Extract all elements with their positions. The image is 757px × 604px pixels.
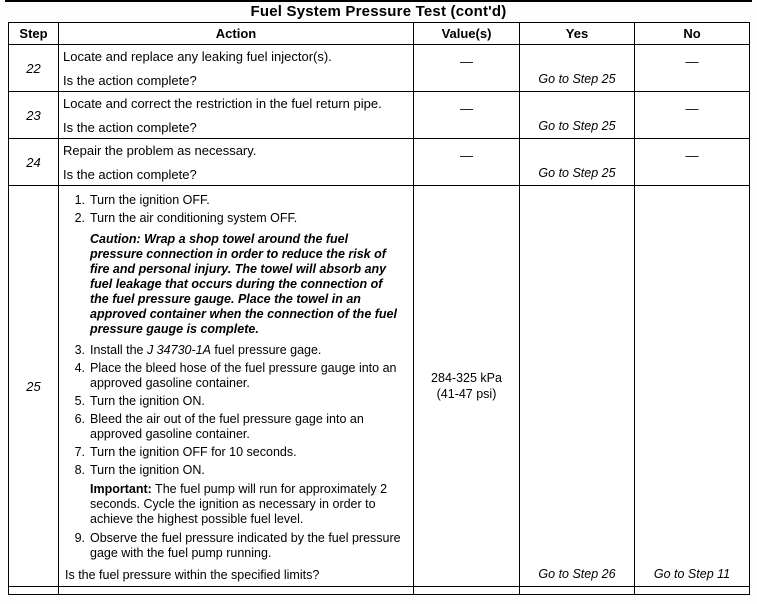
action-text: Repair the problem as necessary. <box>63 143 257 158</box>
header-row <box>9 23 750 45</box>
list-item-4 <box>63 361 407 391</box>
list-text: Turn the ignition ON. <box>90 394 205 408</box>
go-to-step-link: Go to Step 25 <box>538 166 616 180</box>
list-number: 6. <box>74 412 85 426</box>
important-text: The fuel pump will run for approximately 2 seconds. Cycle the ignition as necessary in order to achieve the highest possible fuel level. <box>90 482 388 526</box>
list-number: 9. <box>74 531 85 545</box>
list-number: 7. <box>74 445 85 459</box>
col-header-yes: Yes <box>520 23 635 45</box>
list-item-6 <box>63 412 407 442</box>
col-header-action: Action <box>59 23 414 45</box>
go-to-step-link: Go to Step 25 <box>538 119 616 133</box>
yes-cell <box>520 92 635 139</box>
important-note <box>90 482 403 527</box>
action-question: Is the action complete? <box>63 120 197 135</box>
list-text: Bleed the air out of the fuel pressure gage into an approved gasoline container. <box>90 412 364 441</box>
yes-cell <box>520 45 635 92</box>
step-number: 22 <box>9 45 59 92</box>
list-item-7 <box>63 445 407 460</box>
list-item-2 <box>63 211 407 226</box>
value-line-2: (41-47 psi) <box>436 387 497 401</box>
list-number: 5. <box>74 394 85 408</box>
step-number: 25 <box>9 186 59 587</box>
action-question: Is the action complete? <box>63 73 197 88</box>
go-to-step-link: Go to Step 11 <box>653 567 731 581</box>
value-line-1: 284-325 kPa <box>431 371 502 385</box>
list-item-9 <box>63 531 407 561</box>
list-item-1 <box>63 193 407 208</box>
go-to-step-link: Go to Step 25 <box>538 72 616 86</box>
no-cell: — <box>635 139 750 186</box>
caution-note: Caution: Wrap a shop towel around the fuel pressure connection in order to reduce the risk of fire and personal injury. The towel will absorb any fuel leakage that occurs during the connection of the fuel pressure gauge. Place the towel in an approved container when the connection of the fuel pressure gauge is complete. <box>90 232 397 336</box>
action-cell <box>59 92 414 139</box>
table-row-step-22 <box>9 45 750 92</box>
action-text: Locate and correct the restriction in the fuel return pipe. <box>63 96 382 111</box>
list-text-post: fuel pressure gage. <box>210 343 322 357</box>
tool-part-number: J 34730-1A <box>146 343 211 357</box>
table-row-step-23 <box>9 92 750 139</box>
action-cell <box>59 139 414 186</box>
action-cell <box>59 186 414 587</box>
action-question: Is the action complete? <box>63 167 197 182</box>
no-cell <box>635 186 750 587</box>
value-cell <box>414 186 520 587</box>
list-text: Observe the fuel pressure indicated by the fuel pressure gage with the fuel pump running. <box>90 531 401 560</box>
no-cell: — <box>635 92 750 139</box>
table-row-step-24 <box>9 139 750 186</box>
yes-cell <box>520 139 635 186</box>
action-cell <box>59 45 414 92</box>
list-item-8 <box>63 463 407 478</box>
action-question: Is the fuel pressure within the specified limits? <box>65 568 320 582</box>
yes-cell <box>520 186 635 587</box>
list-number: 8. <box>74 463 85 477</box>
list-text-pre: Install the <box>90 343 147 357</box>
list-text: Turn the ignition OFF. <box>90 193 210 207</box>
value-cell: — <box>414 45 520 92</box>
important-label: Important: <box>90 482 152 496</box>
partial-next-row <box>9 587 750 595</box>
go-to-step-link: Go to Step 26 <box>538 567 616 581</box>
list-text: Turn the ignition ON. <box>90 463 205 477</box>
step-number: 23 <box>9 92 59 139</box>
list-number: 2. <box>74 211 85 225</box>
list-number: 4. <box>74 361 85 375</box>
col-header-values: Value(s) <box>414 23 520 45</box>
list-text: Turn the ignition OFF for 10 seconds. <box>90 445 297 459</box>
step-number: 24 <box>9 139 59 186</box>
col-header-step: Step <box>9 23 59 45</box>
action-text: Locate and replace any leaking fuel injector(s). <box>63 49 332 64</box>
top-rule <box>5 0 752 2</box>
fuel-pressure-test-table <box>8 22 750 595</box>
col-header-no: No <box>635 23 750 45</box>
table-row-step-25 <box>9 186 750 587</box>
value-cell: — <box>414 139 520 186</box>
list-number: 1. <box>74 193 85 207</box>
value-cell: — <box>414 92 520 139</box>
page-title: Fuel System Pressure Test (cont'd) <box>250 3 507 20</box>
list-text: Turn the air conditioning system OFF. <box>90 211 298 225</box>
list-item-3 <box>63 343 407 358</box>
list-text <box>90 343 407 358</box>
no-cell: — <box>635 45 750 92</box>
list-item-5 <box>63 394 407 409</box>
list-text: Place the bleed hose of the fuel pressure gauge into an approved gasoline container. <box>90 361 397 390</box>
list-number: 3. <box>74 343 85 357</box>
